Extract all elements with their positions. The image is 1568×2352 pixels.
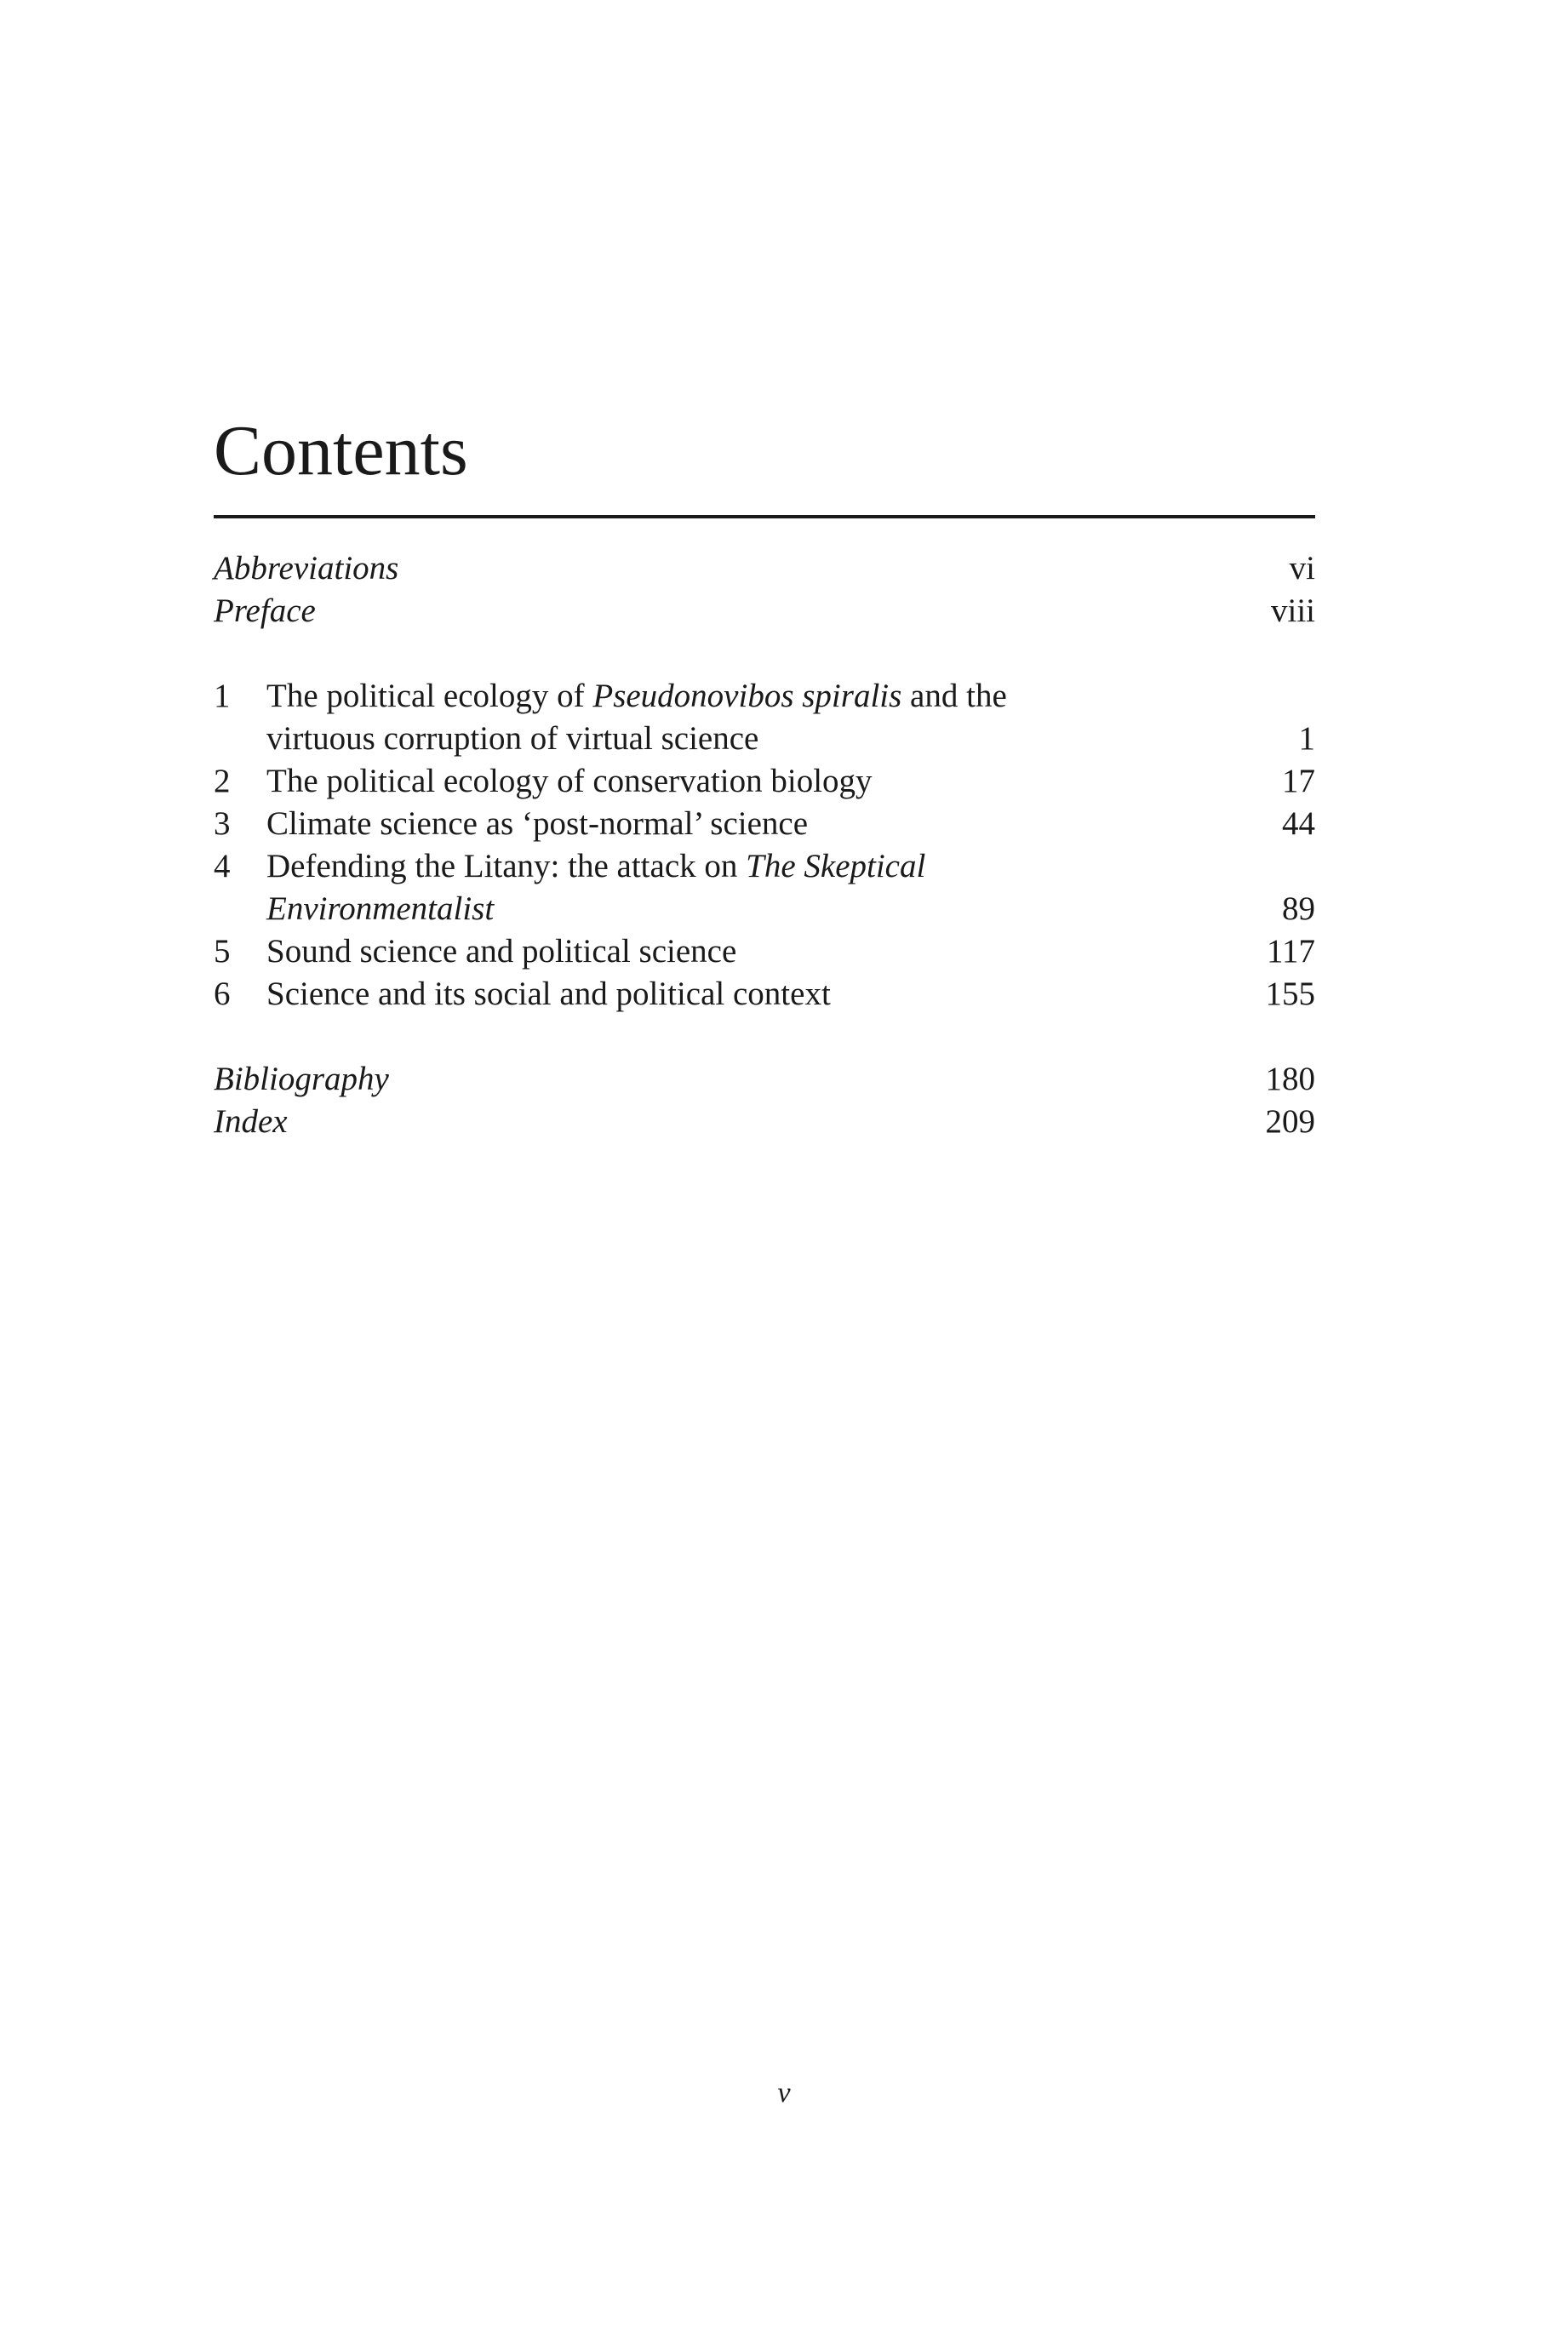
toc-entry-chapter-4[interactable] bbox=[214, 845, 1315, 888]
toc-entry-chapter-4-continued[interactable] bbox=[214, 888, 1315, 930]
toc-entry-page: 180 bbox=[1265, 1061, 1315, 1097]
toc-entry-page: 89 bbox=[1282, 890, 1315, 927]
toc-entry-page: vi bbox=[1289, 550, 1315, 587]
chapter-number: 4 bbox=[214, 848, 231, 884]
chapter-number: 6 bbox=[214, 976, 231, 1012]
toc-entry-chapter-6[interactable] bbox=[214, 973, 1315, 1016]
toc-entry-preface[interactable] bbox=[214, 590, 1315, 632]
toc-entry-chapter-2[interactable] bbox=[214, 760, 1315, 803]
toc-entry-chapter-1-continued[interactable] bbox=[214, 718, 1315, 760]
toc-entry-abbreviations[interactable] bbox=[214, 547, 1315, 590]
table-of-contents bbox=[214, 547, 1315, 1143]
chapter-title: Climate science as ‘post-normal’ science bbox=[266, 805, 809, 842]
toc-entry-page: 155 bbox=[1265, 976, 1315, 1012]
page-title: Contents bbox=[214, 411, 468, 490]
toc-entry-index[interactable] bbox=[214, 1101, 1315, 1143]
toc-entry-chapter-5[interactable] bbox=[214, 930, 1315, 973]
chapter-title-line-1: Defending the Litany: the attack on The Skeptical bbox=[266, 848, 926, 884]
toc-entry-title: Bibliography bbox=[214, 1061, 389, 1097]
spacer bbox=[214, 1016, 1315, 1058]
chapter-title-line-1: The political ecology of Pseudonovibos spiralis and the bbox=[266, 678, 1007, 714]
toc-entry-page: 209 bbox=[1265, 1103, 1315, 1140]
toc-entry-title: Abbreviations bbox=[214, 550, 399, 587]
toc-entry-title: Preface bbox=[214, 592, 316, 629]
toc-entry-page: 44 bbox=[1282, 805, 1315, 842]
toc-entry-title: Index bbox=[214, 1103, 288, 1140]
chapter-title-line-2: virtuous corruption of virtual science bbox=[266, 720, 759, 757]
toc-entry-bibliography[interactable] bbox=[214, 1058, 1315, 1101]
toc-entry-page: 1 bbox=[1298, 720, 1315, 757]
title-rule bbox=[214, 515, 1315, 518]
toc-entry-page: 117 bbox=[1266, 933, 1315, 970]
chapter-title-line-2: Environmentalist bbox=[266, 890, 495, 927]
chapter-number: 1 bbox=[214, 678, 231, 714]
toc-entry-chapter-3[interactable] bbox=[214, 803, 1315, 845]
chapter-title: Science and its social and political context bbox=[266, 976, 831, 1012]
toc-entry-chapter-1[interactable] bbox=[214, 675, 1315, 718]
toc-entry-page: 17 bbox=[1282, 763, 1315, 799]
chapter-number: 5 bbox=[214, 933, 231, 970]
page-number: v bbox=[777, 2077, 791, 2109]
chapter-title: The political ecology of conservation biology bbox=[266, 763, 873, 799]
toc-entry-page: viii bbox=[1270, 592, 1315, 629]
chapter-number: 3 bbox=[214, 805, 231, 842]
chapter-title: Sound science and political science bbox=[266, 933, 737, 970]
chapter-number: 2 bbox=[214, 763, 231, 799]
spacer bbox=[214, 632, 1315, 675]
